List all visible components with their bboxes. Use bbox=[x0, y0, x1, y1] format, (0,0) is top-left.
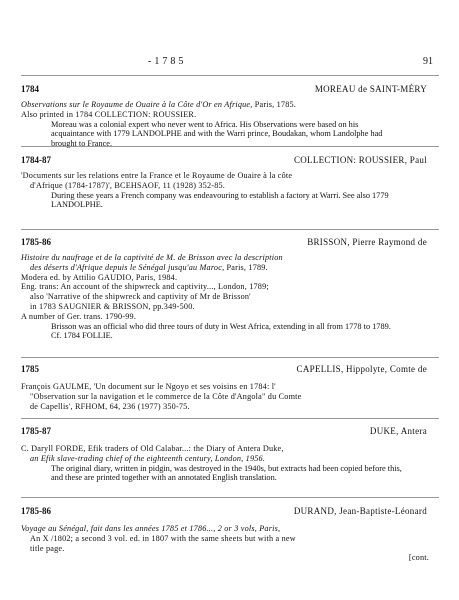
entry-author: BRISSON, Pierre Raymond de bbox=[307, 237, 427, 247]
entry-note-line: Moreau was a colonial expert who never went to Africa. His Observations were based on his bbox=[51, 119, 359, 129]
bibliography-entry bbox=[21, 364, 441, 411]
bibliography-entry bbox=[21, 426, 441, 483]
citation-line: d'Afrique (1784-1787)', BCEHSAOF, 11 (1928) 352-85. bbox=[30, 180, 226, 190]
citation-line: Observations sur le Royaume de Ouaire à la Côte d'Or en Afrique, Paris, 1785. bbox=[21, 100, 297, 109]
entry-note-line: brought to France. bbox=[51, 138, 113, 148]
bibliography-entry bbox=[21, 237, 441, 341]
citation-line: 'Documents sur les relations entre la France et le Royaume de Ouaire à la côte bbox=[21, 171, 293, 180]
entry-note-line: and these are printed together with an annotated English translation. bbox=[51, 473, 277, 483]
divider bbox=[21, 357, 439, 358]
continued-marker: [cont. bbox=[408, 553, 429, 563]
bibliography-entry bbox=[21, 84, 441, 148]
citation-line: Eng. trans: An account of the shipwreck and captivity..., London, 1789; bbox=[21, 282, 269, 292]
entry-author: COLLECTION: ROUSSIER, Paul bbox=[293, 155, 427, 165]
entry-year: 1784-87 bbox=[21, 155, 51, 165]
entry-year: 1785-86 bbox=[21, 506, 51, 516]
running-head: -1785 bbox=[148, 56, 187, 67]
citation-line: Histoire du naufrage et de la captivité de M. de Brisson avec la description bbox=[21, 253, 283, 262]
page-number: 91 bbox=[423, 56, 433, 67]
entry-note-line: acquaintance with 1779 LANDOLPHE and with the Warri prince, Boudakan, whom Landolphe had bbox=[51, 129, 383, 139]
citation-line: title page. bbox=[30, 543, 65, 553]
entry-author: MOREAU de SAINT-MÉRY bbox=[314, 84, 427, 94]
divider bbox=[21, 418, 439, 419]
citation-line: de Capellis', RFHOM, 64, 236 (1977) 350-75. bbox=[30, 401, 190, 411]
entry-year: 1785-86 bbox=[21, 237, 51, 247]
bibliography-entry bbox=[21, 155, 441, 210]
citation-line: Also printed in 1784 COLLECTION: ROUSSIER. bbox=[21, 109, 197, 119]
entry-year: 1785 bbox=[21, 364, 39, 374]
citation-line: in 1783 SAUGNIER & BRISSON, pp.349-500. bbox=[30, 301, 195, 311]
entry-author: CAPELLIS, Hippolyte, Comte de bbox=[296, 364, 427, 374]
entry-year: 1785-87 bbox=[21, 426, 51, 436]
citation-line: A number of Ger. trans. 1790-99. bbox=[21, 311, 137, 321]
entry-author: DURAND, Jean-Baptiste-Léonard bbox=[293, 506, 427, 516]
entry-author: DUKE, Antera bbox=[369, 426, 427, 436]
citation-line: François GAULME, 'Un document sur le Ngoyo et ses voisins en 1784: l' bbox=[21, 382, 276, 391]
divider bbox=[21, 75, 439, 76]
citation-line: Modera ed. by Attilio GAUDIO, Paris, 1984. bbox=[21, 272, 178, 282]
citation-line: an Efik slave-trading chief of the eighteenth century, London, 1956. bbox=[30, 453, 266, 463]
divider bbox=[21, 229, 439, 230]
citation-line: "Observation sur la navigation et le commerce de la Côte d'Angola" du Comte bbox=[30, 391, 302, 401]
citation-line: also 'Narrative of the shipwreck and captivity of Mr de Brisson' bbox=[30, 292, 251, 302]
citation-line: C. Daryll FORDE, Efik traders of Old Calabar...: the Diary of Antera Duke, bbox=[21, 444, 284, 453]
entry-note-line: Cf. 1784 FOLLIE. bbox=[51, 331, 113, 341]
divider bbox=[21, 497, 439, 498]
bibliography-entry bbox=[21, 506, 441, 563]
entry-note-line: During these years a French company was endeavouring to establish a factory at Warri. See also 1779 bbox=[51, 190, 389, 200]
citation-line: Voyage au Sénégal, fait dans les années 1785 et 1786..., 2 or 3 vols, Paris, bbox=[21, 524, 281, 533]
citation-line: An X /1802; a second 3 vol. ed. in 1807 with the same sheets but with a new bbox=[30, 533, 296, 543]
entry-year: 1784 bbox=[21, 84, 39, 94]
entry-note-line: The original diary, written in pidgin, was destroyed in the 1940s, but extracts had been copied before this, bbox=[51, 463, 402, 473]
entry-note-line: LANDOLPHE. bbox=[51, 200, 103, 210]
divider bbox=[21, 146, 439, 147]
citation-line: des déserts d'Afrique depuis le Sénégal jusqu'au Maroc, Paris, 1789. bbox=[30, 262, 268, 272]
entry-note-line: Brisson was an official who did three tours of duty in West Africa, extending in all from 1778 to 1789. bbox=[51, 321, 391, 331]
